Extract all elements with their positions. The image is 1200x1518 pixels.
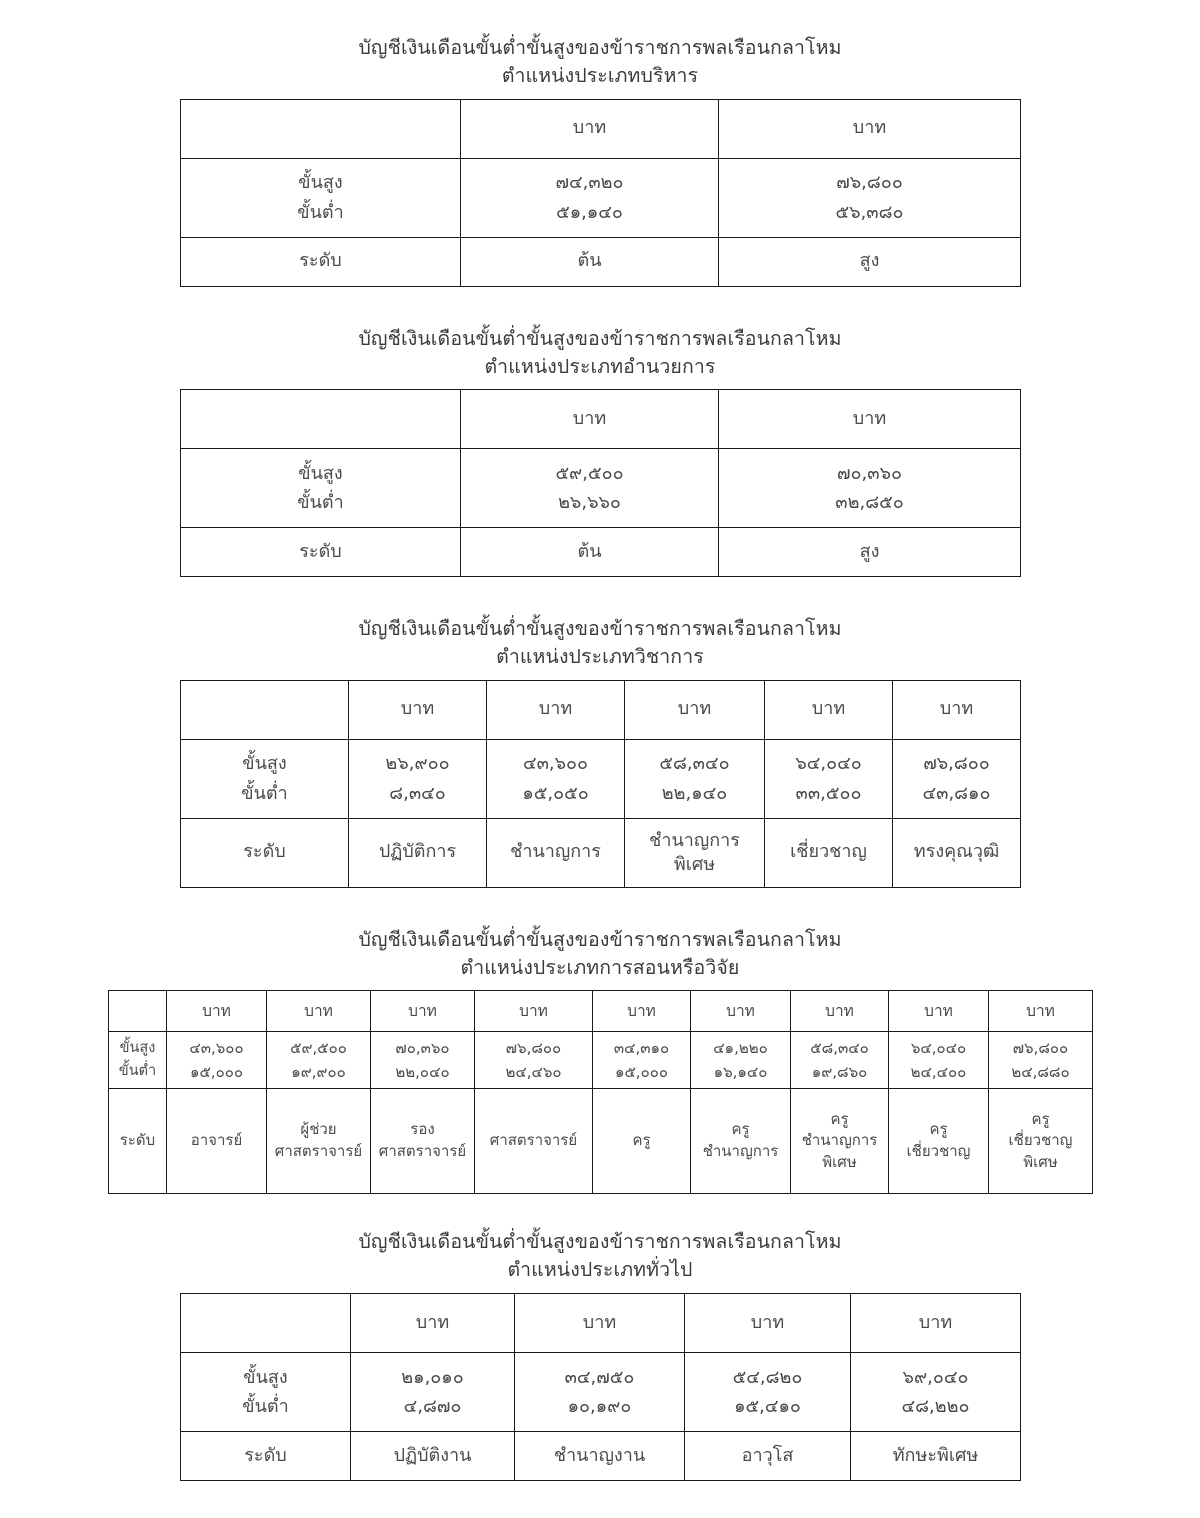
level-cell xyxy=(893,818,1021,887)
corner-cell xyxy=(181,390,461,449)
min-value: ๓๓,๕๐๐ xyxy=(795,782,862,804)
level-line: ผู้ช่วย xyxy=(300,1120,337,1139)
level-line: อาจารย์ xyxy=(190,1131,243,1150)
row-label-level: ระดับ xyxy=(181,818,349,887)
level-line: ชำนาญการ xyxy=(801,1131,878,1150)
max-value: ๗๖,๘๐๐ xyxy=(505,1038,562,1057)
table-row xyxy=(109,1089,1093,1194)
max-value: ๔๓,๖๐๐ xyxy=(522,753,589,775)
max-value: ๗๖,๘๐๐ xyxy=(1012,1038,1069,1057)
section-gap xyxy=(0,888,1200,926)
unit-header-cell: บาท xyxy=(691,991,791,1032)
value-cell xyxy=(167,1032,267,1089)
unit-header-cell: บาท xyxy=(791,991,889,1032)
unit-header-cell: บาท xyxy=(685,1293,851,1352)
max-value: ๕๘,๓๔๐ xyxy=(810,1038,869,1057)
corner-cell xyxy=(109,991,167,1032)
level-line: ทรงคุณวุฒิ xyxy=(913,841,1000,863)
salary-block-executive xyxy=(180,34,1020,287)
corner-cell xyxy=(181,680,349,739)
row-label-max: ขั้นสูง xyxy=(298,172,343,194)
min-value: ๔๘,๒๒๐ xyxy=(901,1395,970,1417)
row-label-max: ขั้นสูง xyxy=(242,753,287,775)
table-row xyxy=(181,1352,1021,1431)
min-value: ๑๙,๘๖๐ xyxy=(811,1063,868,1082)
min-value: ๑๕,๐๐๐ xyxy=(614,1063,669,1082)
unit-header-cell: บาท xyxy=(515,1293,685,1352)
max-value: ๒๑,๐๑๐ xyxy=(401,1366,464,1388)
min-value: ๕๖,๓๘๐ xyxy=(835,201,904,223)
level-cell xyxy=(765,818,893,887)
table-row xyxy=(181,528,1021,577)
max-value: ๖๙,๐๔๐ xyxy=(902,1366,969,1388)
max-value: ๕๙,๕๐๐ xyxy=(290,1038,347,1057)
row-label-max: ขั้นสูง xyxy=(298,462,343,484)
table-title: บัญชีเงินเดือนขั้นต่ำขั้นสูงของข้าราชการพลเรือนกลาโหม xyxy=(358,326,842,350)
value-cell xyxy=(349,739,487,818)
unit-header-cell: บาท xyxy=(351,1293,515,1352)
corner-cell xyxy=(181,99,461,158)
value-cell xyxy=(719,449,1021,528)
value-cell xyxy=(625,739,765,818)
level-line: ศาสตราจารย์ xyxy=(378,1142,467,1161)
level-line: ชำนาญการ xyxy=(702,1142,779,1161)
level-cell xyxy=(691,1089,791,1194)
value-cell xyxy=(851,1352,1021,1431)
min-value: ๑๕,๐๕๐ xyxy=(522,782,589,804)
level-line: ศาสตราจารย์ xyxy=(489,1131,578,1150)
unit-header-cell: บาท xyxy=(889,991,989,1032)
level-line: พิเศษ xyxy=(673,853,716,875)
value-cell xyxy=(515,1352,685,1431)
table-row xyxy=(181,739,1021,818)
level-line: ครู xyxy=(929,1120,948,1139)
min-value: ๒๒,๐๔๐ xyxy=(395,1063,450,1082)
table-row xyxy=(109,991,1093,1032)
level-line: ชำนาญการ xyxy=(510,841,601,863)
row-label-max: ขั้นสูง xyxy=(243,1366,288,1388)
value-cell xyxy=(475,1032,593,1089)
salary-block-general xyxy=(180,1228,1020,1481)
unit-header-cell: บาท xyxy=(267,991,371,1032)
min-value: ๕๑,๑๔๐ xyxy=(556,201,623,223)
min-value: ๑๕,๔๑๐ xyxy=(734,1395,801,1417)
row-label-minmax xyxy=(181,158,461,237)
table-row xyxy=(181,818,1021,887)
table-subtitle: ตำแหน่งประเภททั่วไป xyxy=(507,1258,693,1282)
value-cell xyxy=(765,739,893,818)
max-value: ๔๓,๖๐๐ xyxy=(189,1038,244,1057)
max-value: ๗๖,๘๐๐ xyxy=(836,172,903,194)
level-cell xyxy=(989,1089,1093,1194)
table-row xyxy=(181,390,1021,449)
min-value: ๒๖,๖๖๐ xyxy=(558,492,621,514)
level-line: ครู xyxy=(1031,1109,1050,1128)
table-row xyxy=(181,237,1021,286)
level-cell: ปฏิบัติงาน xyxy=(351,1431,515,1480)
max-value: ๕๘,๓๔๐ xyxy=(659,753,730,775)
level-line: ครู xyxy=(731,1120,750,1139)
level-cell xyxy=(487,818,625,887)
value-cell xyxy=(889,1032,989,1089)
value-cell xyxy=(685,1352,851,1431)
max-value: ๒๖,๙๐๐ xyxy=(385,753,450,775)
level-line: รอง xyxy=(410,1120,435,1139)
level-cell xyxy=(593,1089,691,1194)
salary-table-teaching-research xyxy=(108,990,1093,1194)
table-title: บัญชีเงินเดือนขั้นต่ำขั้นสูงของข้าราชการพลเรือนกลาโหม xyxy=(358,36,842,59)
min-value: ๒๒,๑๔๐ xyxy=(661,782,728,804)
row-label-min: ขั้นต่ำ xyxy=(242,1395,289,1417)
row-label-minmax xyxy=(181,739,349,818)
table-row xyxy=(181,1431,1021,1480)
level-cell xyxy=(475,1089,593,1194)
max-value: ๖๔,๐๔๐ xyxy=(795,753,862,775)
salary-block-academic xyxy=(180,615,1020,888)
salary-table-academic xyxy=(180,680,1021,888)
value-cell xyxy=(593,1032,691,1089)
min-value: ๑๕,๐๐๐ xyxy=(189,1063,244,1082)
max-value: ๕๙,๕๐๐ xyxy=(555,462,624,484)
value-cell xyxy=(461,158,719,237)
level-cell xyxy=(371,1089,475,1194)
unit-header-cell: บาท xyxy=(167,991,267,1032)
level-line: เชี่ยวชาญ xyxy=(906,1142,971,1161)
level-line: ปฏิบัติการ xyxy=(378,841,457,863)
level-cell xyxy=(349,818,487,887)
salary-table-executive xyxy=(180,99,1021,287)
table-row xyxy=(181,680,1021,739)
value-cell xyxy=(791,1032,889,1089)
unit-header-cell: บาท xyxy=(461,99,719,158)
row-label-minmax xyxy=(109,1032,167,1089)
unit-header-cell: บาท xyxy=(893,680,1021,739)
row-label-min: ขั้นต่ำ xyxy=(297,492,344,514)
unit-header-cell: บาท xyxy=(719,99,1021,158)
section-gap xyxy=(0,1194,1200,1228)
table-title: บัญชีเงินเดือนขั้นต่ำขั้นสูงของข้าราชการพลเรือนกลาโหม xyxy=(358,617,842,641)
unit-header-cell: บาท xyxy=(765,680,893,739)
table-heading-academic xyxy=(180,615,1020,672)
max-value: ๗๐,๓๖๐ xyxy=(837,462,902,484)
value-cell xyxy=(267,1032,371,1089)
section-gap xyxy=(0,287,1200,325)
min-value: ๒๔,๘๘๐ xyxy=(1011,1063,1070,1082)
table-heading-directorate xyxy=(180,325,1020,382)
table-row xyxy=(181,99,1021,158)
table-row xyxy=(181,158,1021,237)
row-label-max: ขั้นสูง xyxy=(119,1039,156,1056)
unit-header-cell: บาท xyxy=(989,991,1093,1032)
min-value: ๑๐,๑๙๐ xyxy=(567,1395,632,1417)
level-cell xyxy=(791,1089,889,1194)
value-cell xyxy=(893,739,1021,818)
level-cell xyxy=(167,1089,267,1194)
table-title: บัญชีเงินเดือนขั้นต่ำขั้นสูงของข้าราชการพลเรือนกลาโหม xyxy=(358,1230,842,1254)
level-cell xyxy=(267,1089,371,1194)
level-cell: สูง xyxy=(719,237,1021,286)
value-cell xyxy=(487,739,625,818)
value-cell xyxy=(691,1032,791,1089)
table-heading-teaching-research xyxy=(108,926,1092,983)
min-value: ๒๔,๔๖๐ xyxy=(505,1063,562,1082)
max-value: ๔๑,๒๒๐ xyxy=(713,1038,768,1057)
table-title: บัญชีเงินเดือนขั้นต่ำขั้นสูงของข้าราชการพลเรือนกลาโหม xyxy=(358,927,842,951)
salary-table-directorate xyxy=(180,389,1021,577)
min-value: ๔๓,๘๑๐ xyxy=(922,782,991,804)
level-line: เชี่ยวชาญ xyxy=(790,841,867,863)
level-line: ครู xyxy=(830,1109,849,1128)
level-cell: ชำนาญงาน xyxy=(515,1431,685,1480)
salary-block-teaching-research xyxy=(108,926,1092,1195)
unit-header-cell: บาท xyxy=(475,991,593,1032)
unit-header-cell: บาท xyxy=(461,390,719,449)
value-cell xyxy=(371,1032,475,1089)
row-label-minmax xyxy=(181,449,461,528)
min-value: ๘,๓๔๐ xyxy=(389,782,446,804)
level-cell xyxy=(625,818,765,887)
row-label-level: ระดับ xyxy=(181,528,461,577)
max-value: ๗๖,๘๐๐ xyxy=(923,753,990,775)
level-line: ศาสตราจารย์ xyxy=(274,1142,363,1161)
row-label-min: ขั้นต่ำ xyxy=(297,201,344,223)
level-cell: ทักษะพิเศษ xyxy=(851,1431,1021,1480)
level-line: เชี่ยวชาญ xyxy=(1008,1131,1073,1150)
max-value: ๗๔,๓๒๐ xyxy=(555,172,624,194)
unit-header-cell: บาท xyxy=(371,991,475,1032)
level-cell: อาวุโส xyxy=(685,1431,851,1480)
value-cell xyxy=(989,1032,1093,1089)
row-label-minmax xyxy=(181,1352,351,1431)
level-line: พิเศษ xyxy=(1023,1153,1058,1171)
table-subtitle: ตำแหน่งประเภทวิชาการ xyxy=(496,645,704,669)
unit-header-cell: บาท xyxy=(349,680,487,739)
min-value: ๑๖,๑๔๐ xyxy=(713,1063,768,1082)
table-subtitle: ตำแหน่งประเภทอำนวยการ xyxy=(484,354,716,378)
row-label-level: ระดับ xyxy=(109,1089,167,1194)
salary-table-general xyxy=(180,1293,1021,1481)
salary-block-directorate xyxy=(180,325,1020,578)
row-label-min: ขั้นต่ำ xyxy=(241,782,288,804)
level-cell xyxy=(889,1089,989,1194)
row-label-min: ขั้นต่ำ xyxy=(118,1063,157,1080)
unit-header-cell: บาท xyxy=(487,680,625,739)
table-heading-executive xyxy=(180,34,1020,91)
min-value: ๑๙,๙๐๐ xyxy=(291,1063,346,1082)
unit-header-cell: บาท xyxy=(625,680,765,739)
table-row xyxy=(181,449,1021,528)
level-line: ชำนาญการ xyxy=(649,830,740,852)
row-label-level: ระดับ xyxy=(181,237,461,286)
corner-cell xyxy=(181,1293,351,1352)
max-value: ๕๔,๘๒๐ xyxy=(732,1366,803,1388)
max-value: ๓๔,๗๕๐ xyxy=(564,1366,635,1388)
min-value: ๓๒,๘๕๐ xyxy=(835,492,904,514)
table-row xyxy=(109,1032,1093,1089)
level-cell: ต้น xyxy=(461,528,719,577)
level-cell: สูง xyxy=(719,528,1021,577)
level-line: ครู xyxy=(632,1131,651,1150)
table-heading-general xyxy=(180,1228,1020,1285)
value-cell xyxy=(719,158,1021,237)
min-value: ๒๔,๔๐๐ xyxy=(910,1063,967,1082)
level-line: พิเศษ xyxy=(822,1153,857,1171)
max-value: ๖๔,๐๔๐ xyxy=(910,1038,967,1057)
unit-header-cell: บาท xyxy=(851,1293,1021,1352)
value-cell xyxy=(461,449,719,528)
min-value: ๔,๘๗๐ xyxy=(403,1395,462,1417)
table-subtitle: ตำแหน่งประเภทการสอนหรือวิจัย xyxy=(460,955,740,979)
value-cell xyxy=(351,1352,515,1431)
section-gap xyxy=(0,577,1200,615)
max-value: ๗๐,๓๖๐ xyxy=(395,1038,450,1057)
unit-header-cell: บาท xyxy=(719,390,1021,449)
unit-header-cell: บาท xyxy=(593,991,691,1032)
table-subtitle: ตำแหน่งประเภทบริหาร xyxy=(501,64,699,88)
row-label-level: ระดับ xyxy=(181,1431,351,1480)
table-row xyxy=(181,1293,1021,1352)
max-value: ๓๔,๓๑๐ xyxy=(613,1038,670,1057)
level-cell: ต้น xyxy=(461,237,719,286)
